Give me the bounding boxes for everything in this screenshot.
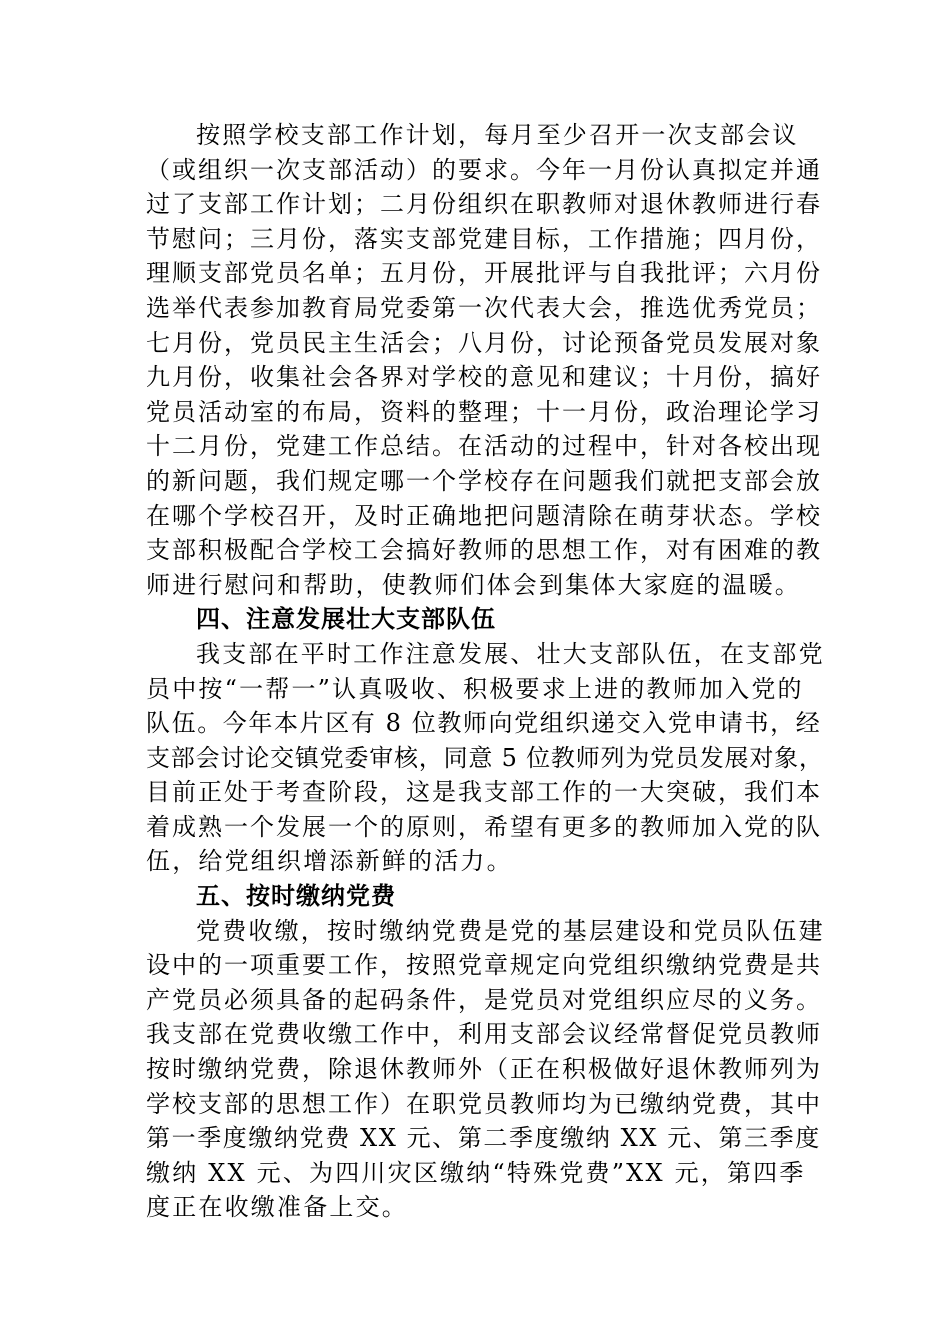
text-line: 过了支部工作计划；二月份组织在职教师对退休教师进行春 bbox=[146, 190, 822, 219]
text-line: 伍，给党组织增添新鲜的活力。 bbox=[146, 847, 513, 876]
paragraph-team-growth bbox=[146, 637, 826, 879]
text-line: 党费收缴，按时缴纳党费是党的基层建设和党员队伍建 bbox=[196, 916, 825, 945]
document-body bbox=[146, 118, 826, 1225]
section-heading-5: 五、按时缴纳党费 bbox=[196, 882, 396, 911]
section-heading-4: 四、注意发展壮大支部队伍 bbox=[196, 605, 496, 634]
text-line: 目前正处于考查阶段，这是我支部工作的一大突破，我们本 bbox=[146, 778, 822, 807]
text-line: 第一季度缴纳党费 XX 元、第二季度缴纳 XX 元、第三季度 bbox=[146, 1124, 821, 1153]
paragraph-meeting-schedule bbox=[146, 118, 826, 602]
text-line: 缴纳 XX 元、为四川灾区缴纳“特殊党费”XX 元，第四季 bbox=[146, 1158, 806, 1187]
text-line: 七月份，党员民主生活会；八月份，讨论预备党员发展对象 bbox=[146, 328, 822, 357]
text-line: 选举代表参加教育局党委第一次代表大会，推选优秀党员； bbox=[146, 293, 822, 322]
text-line: 在哪个学校召开，及时正确地把问题清除在萌芽状态。学校 bbox=[146, 501, 822, 530]
text-line: 员中按“一帮一”认真吸收、积极要求上进的教师加入党的 bbox=[146, 674, 804, 703]
text-line: 按照学校支部工作计划，每月至少召开一次支部会议 bbox=[196, 121, 799, 149]
text-line: 支部积极配合学校工会搞好教师的思想工作，对有困难的教 bbox=[146, 536, 822, 565]
paragraph-party-dues bbox=[146, 914, 826, 1225]
text-line: （或组织一次支部活动）的要求。今年一月份认真拟定并通 bbox=[146, 155, 822, 184]
text-line: 我支部在平时工作注意发展、壮大支部队伍，在支部党 bbox=[196, 639, 825, 668]
text-line: 节慰问；三月份，落实支部党建目标，工作措施；四月份， bbox=[146, 224, 822, 253]
text-line: 十二月份，党建工作总结。在活动的过程中，针对各校出现 bbox=[146, 432, 822, 461]
text-line: 产党员必须具备的起码条件，是党员对党组织应尽的义务。 bbox=[146, 985, 822, 1014]
text-line: 九月份，收集社会各界对学校的意见和建议；十月份，搞好 bbox=[146, 363, 822, 392]
text-line: 队伍。今年本片区有 8 位教师向党组织递交入党申请书，经 bbox=[146, 709, 822, 738]
text-line: 师进行慰问和帮助，使教师们体会到集体大家庭的温暖。 bbox=[146, 570, 801, 599]
text-line: 支部会讨论交镇党委审核，同意 5 位教师列为党员发展对象， bbox=[146, 743, 824, 772]
text-line: 我支部在党费收缴工作中，利用支部会议经常督促党员教师 bbox=[146, 1020, 822, 1049]
text-line: 理顺支部党员名单；五月份，开展批评与自我批评；六月份 bbox=[146, 259, 822, 288]
text-line: 的新问题，我们规定哪一个学校存在问题我们就把支部会放 bbox=[146, 466, 822, 495]
text-line: 度正在收缴准备上交。 bbox=[146, 1193, 408, 1222]
text-line: 按时缴纳党费，除退休教师外（正在积极做好退休教师列为 bbox=[146, 1055, 822, 1084]
text-line: 学校支部的思想工作）在职党员教师均为已缴纳党费，其中 bbox=[146, 1089, 822, 1118]
text-line: 党员活动室的布局，资料的整理；十一月份，政治理论学习 bbox=[146, 397, 822, 426]
text-line: 设中的一项重要工作，按照党章规定向党组织缴纳党费是共 bbox=[146, 951, 822, 980]
text-line: 着成熟一个发展一个的原则，希望有更多的教师加入党的队 bbox=[146, 812, 822, 841]
